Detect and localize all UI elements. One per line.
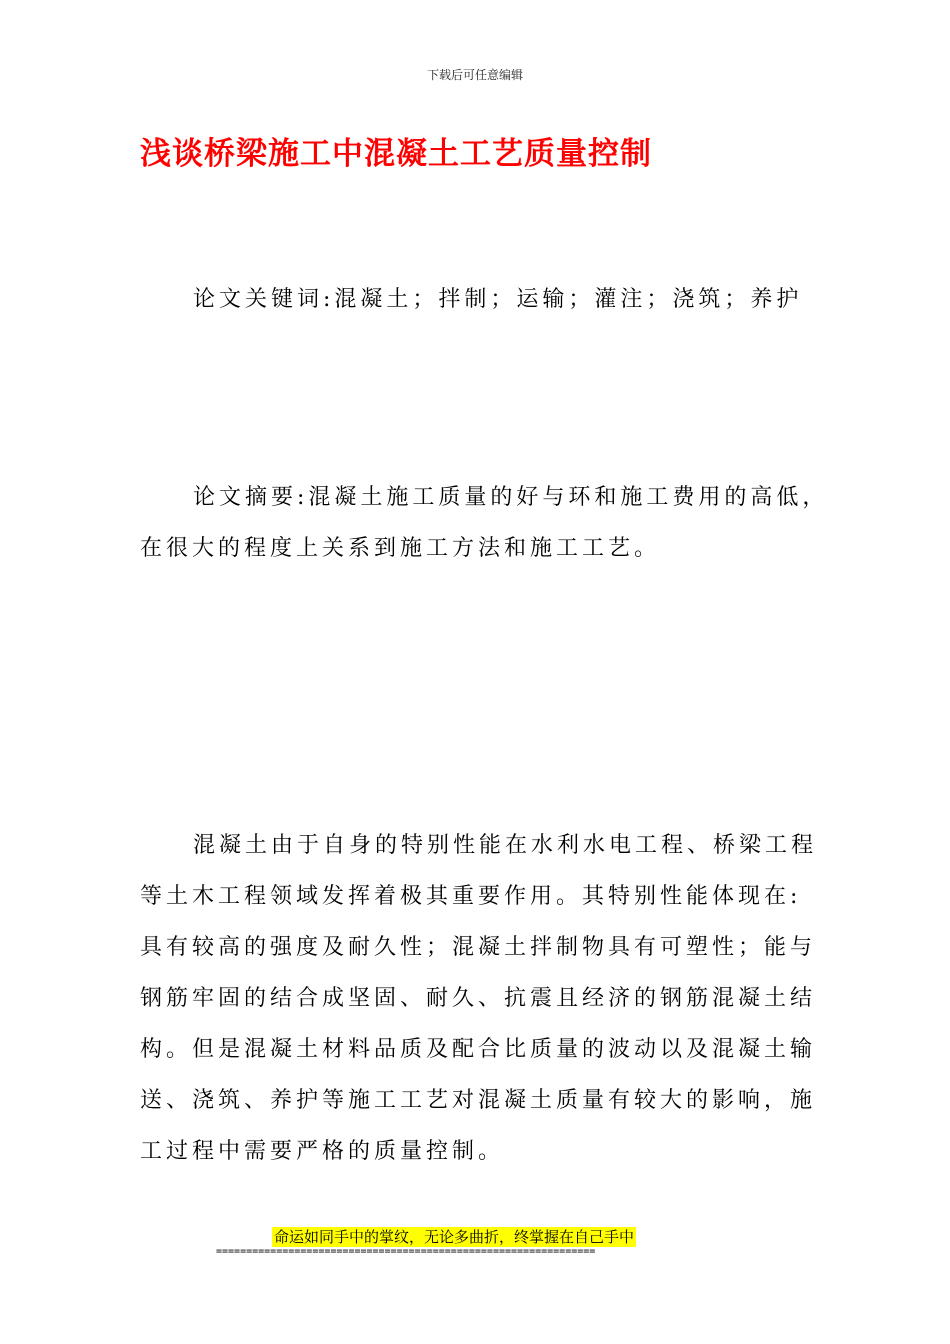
keywords-line: 论文关键词:混凝土；拌制；运输；灌注；浇筑；养护 [193,287,803,312]
body-line: 混凝土由于自身的特别性能在水利水电工程、桥梁工程 [193,833,818,858]
abstract-line: 在很大的程度上关系到施工方法和施工工艺。 [140,536,661,561]
body-line: 工过程中需要严格的质量控制。 [140,1139,505,1164]
document-title: 浅谈桥梁施工中混凝土工艺质量控制 [140,136,652,172]
abstract-line: 论文摘要:混凝土施工质量的好与环和施工费用的高低， [193,485,829,510]
body-line: 送、浇筑、养护等施工工艺对混凝土质量有较大的影响，施 [140,1088,817,1113]
keywords-paragraph [140,274,840,325]
body-paragraph [140,820,840,1177]
abstract-paragraph [140,472,840,574]
footer-divider: =============================================================== [216,1246,596,1257]
footer-quote: 命运如同手中的掌纹，无论多曲折，终掌握在自己手中 [274,1228,635,1246]
body-line: 具有较高的强度及耐久性；混凝土拌制物具有可塑性；能与 [140,935,817,960]
body-line: 钢筋牢固的结合成坚固、耐久、抗震且经济的钢筋混凝土结 [140,986,817,1011]
body-line: 等土木工程领域发挥着极其重要作用。其特别性能体现在: [140,884,802,909]
header-note: 下载后可任意编辑 [426,68,523,82]
body-line: 构。但是混凝土材料品质及配合比质量的波动以及混凝土输 [140,1037,817,1062]
